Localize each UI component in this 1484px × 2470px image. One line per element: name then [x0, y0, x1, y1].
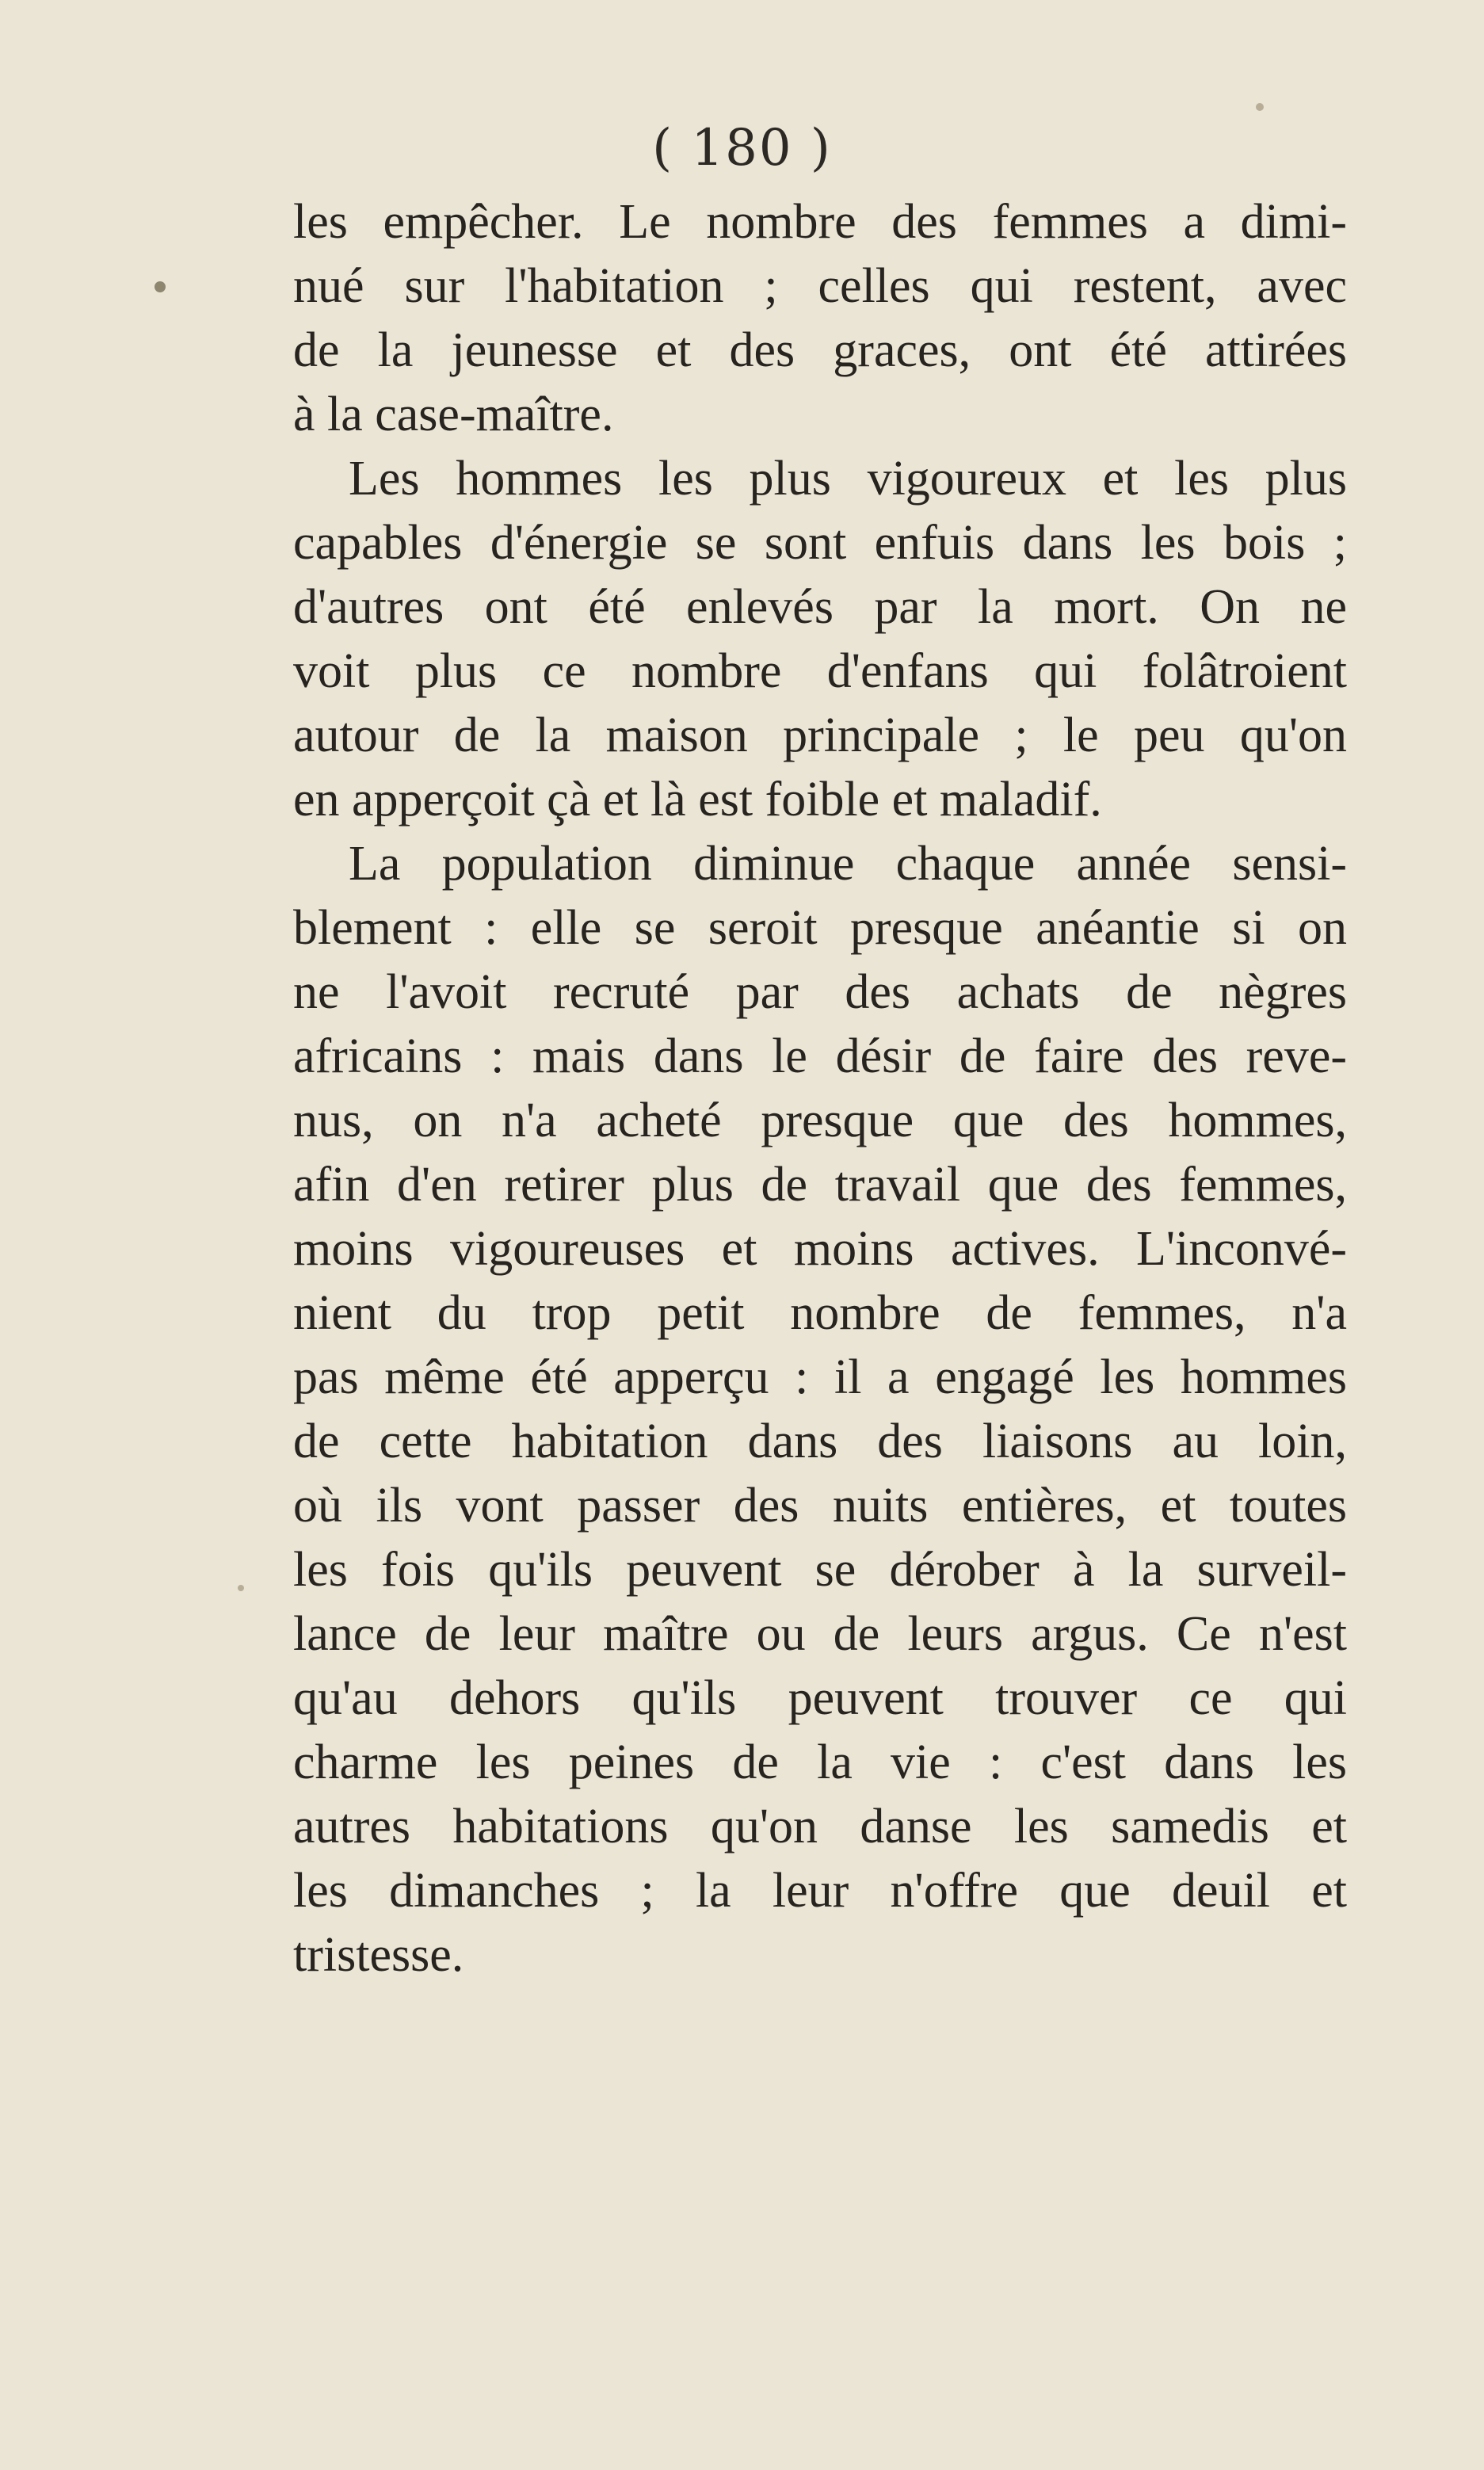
- text-line: qu'au dehors qu'ils peuvent trouver ce qui: [293, 1671, 1347, 1725]
- page-number: ( 180 ): [652, 119, 832, 178]
- text-line: tristesse.: [293, 1928, 464, 1982]
- paper-speck: [238, 1585, 244, 1591]
- text-line: nué sur l'habitation ; celles qui restent, avec: [293, 259, 1347, 313]
- text-line: moins vigoureuses et moins actives. L'inconvé-: [293, 1222, 1347, 1276]
- text-line: les fois qu'ils peuvent se dérober à la surveil-: [293, 1543, 1347, 1597]
- body-text: [293, 190, 1347, 1987]
- text-line: de cette habitation dans des liaisons au loin,: [293, 1414, 1347, 1468]
- paragraph-start-line: La population diminue chaque année sensi-: [349, 837, 1347, 891]
- text-line: autres habitations qu'on danse les samedis et: [293, 1800, 1347, 1853]
- paragraph-start-line: Les hommes les plus vigoureux et les plus: [349, 452, 1347, 506]
- text-line: où ils vont passer des nuits entières, et toutes: [293, 1479, 1347, 1533]
- text-line: nus, on n'a acheté presque que des hommes,: [293, 1094, 1347, 1147]
- text-line: voit plus ce nombre d'enfans qui folâtroient: [293, 644, 1347, 698]
- text-line: afin d'en retirer plus de travail que des femmes,: [293, 1158, 1347, 1212]
- paper-speck: [1256, 103, 1264, 111]
- text-line: lance de leur maître ou de leurs argus. Ce n'est: [293, 1607, 1347, 1661]
- text-line: ne l'avoit recruté par des achats de nègres: [293, 965, 1347, 1019]
- text-line: pas même été apperçu : il a engagé les hommes: [293, 1350, 1347, 1404]
- text-line: nient du trop petit nombre de femmes, n'a: [293, 1286, 1347, 1340]
- text-line: d'autres ont été enlevés par la mort. On ne: [293, 580, 1347, 634]
- text-line: blement : elle se seroit presque anéantie si on: [293, 901, 1347, 955]
- text-line: capables d'énergie se sont enfuis dans les bois ;: [293, 516, 1347, 570]
- text-line: les empêcher. Le nombre des femmes a dimi-: [293, 195, 1347, 249]
- text-line: en apperçoit çà et là est foible et maladif.: [293, 773, 1102, 827]
- text-line: de la jeunesse et des graces, ont été attirées: [293, 323, 1347, 377]
- paper-speck: [155, 281, 166, 292]
- text-line: les dimanches ; la leur n'offre que deuil et: [293, 1864, 1347, 1918]
- text-line: autour de la maison principale ; le peu qu'on: [293, 708, 1347, 762]
- text-line: à la case-maître.: [293, 387, 614, 441]
- text-line: africains : mais dans le désir de faire des reve-: [293, 1029, 1347, 1083]
- text-line: charme les peines de la vie : c'est dans les: [293, 1735, 1347, 1789]
